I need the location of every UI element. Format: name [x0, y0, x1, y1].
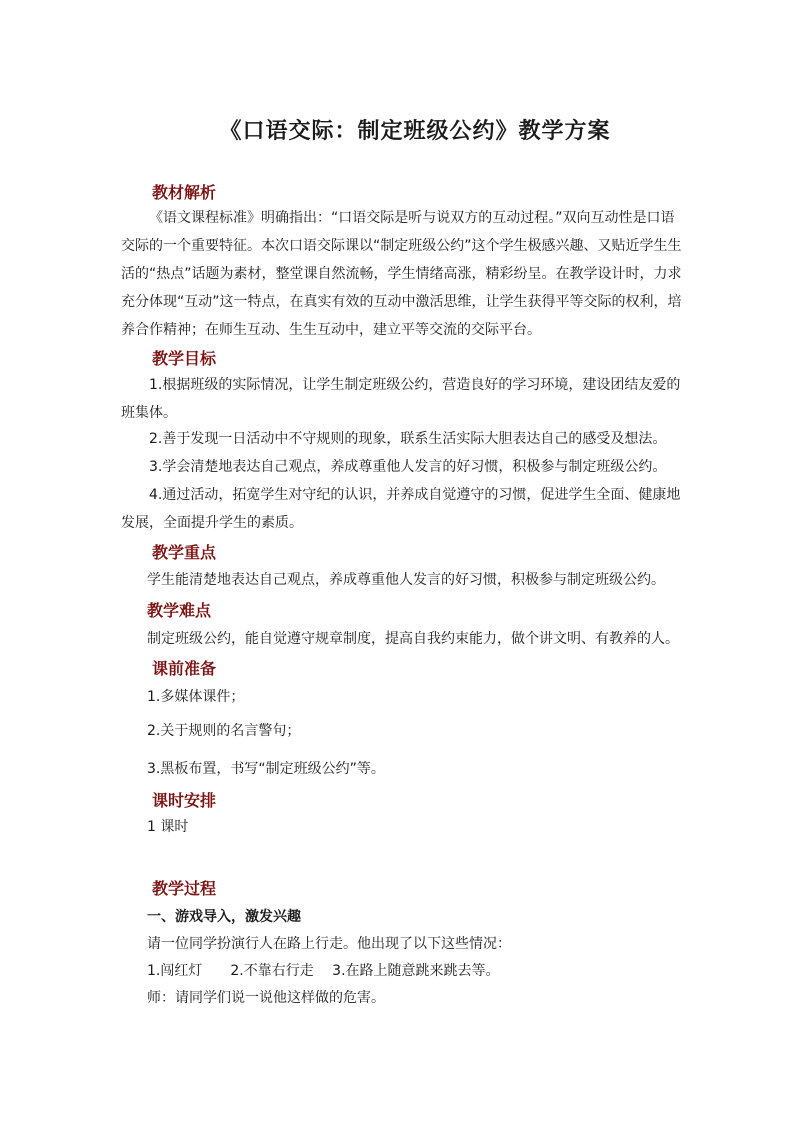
material-analysis-text: 《语文课程标准》明确指出：“口语交际是听与说双方的互动过程。”双向互动性是口语交际的一个重要特征。本次口语交际课以“制定班级公约”这个学生极感兴趣、又贴近学生生活的“热点”话题为素材，整堂课自然流畅，学生情绪高涨，精彩纷呈。在教学设计时，力求充分体现“互动”这一特点，在真实有效的互动中激活思维，让学生获得平等交际的权利，培养合作精神；在师生互动、生生互动中，建立平等交流的交际平台。	[121, 210, 682, 338]
process-line: 1.闯红灯 2.不靠右行走 3.在路上随意跳来跳去等。	[147, 963, 500, 979]
process-subheading: 一、游戏导入，激发兴趣	[147, 909, 301, 925]
goal-item: 4.通过活动，拓宽学生对守纪的认识，并养成自觉遵守的习惯，促进学生全面、健康地发展，全面提升学生的素质。	[121, 487, 681, 531]
heading-schedule: 课时安排	[152, 791, 217, 810]
goal-item: 1.根据班级的实际情况，让学生制定班级公约，营造良好的学习环境，建设团结友爱的班集体。	[121, 377, 681, 421]
preparation-item: 1.多媒体课件；	[147, 689, 245, 705]
process-line: 师：请同学们说一说他这样做的危害。	[147, 990, 385, 1006]
document-title: 《口语交际：制定班级公约》教学方案	[219, 118, 611, 144]
process-line: 请一位同学扮演行人在路上行走。他出现了以下这些情况：	[147, 936, 511, 952]
heading-material-analysis: 教材解析	[152, 183, 217, 202]
heading-preparation: 课前准备	[152, 659, 217, 678]
heading-teaching-goals: 教学目标	[152, 349, 217, 368]
goal-item: 2.善于发现一日活动中不守规则的现象，联系生活实际大胆表达自己的感受及想法。	[149, 431, 667, 447]
key-points-text: 学生能清楚地表达自己观点，养成尊重他人发言的好习惯，积极参与制定班级公约。	[147, 572, 665, 588]
goal-item: 3.学会清楚地表达自己观点，养成尊重他人发言的好习惯，积极参与制定班级公约。	[149, 459, 667, 475]
heading-process: 教学过程	[152, 879, 217, 898]
schedule-text: 1 课时	[147, 819, 189, 835]
heading-difficulties: 教学难点	[147, 601, 212, 620]
difficulties-text: 制定班级公约，能自觉遵守规章制度，提高自我约束能力，做个讲文明、有教养的人。	[147, 631, 679, 647]
preparation-item: 3.黑板布置，书写“制定班级公约”等。	[147, 761, 385, 777]
heading-key-points: 教学重点	[152, 543, 217, 562]
preparation-item: 2.关于规则的名言警句；	[147, 723, 301, 739]
